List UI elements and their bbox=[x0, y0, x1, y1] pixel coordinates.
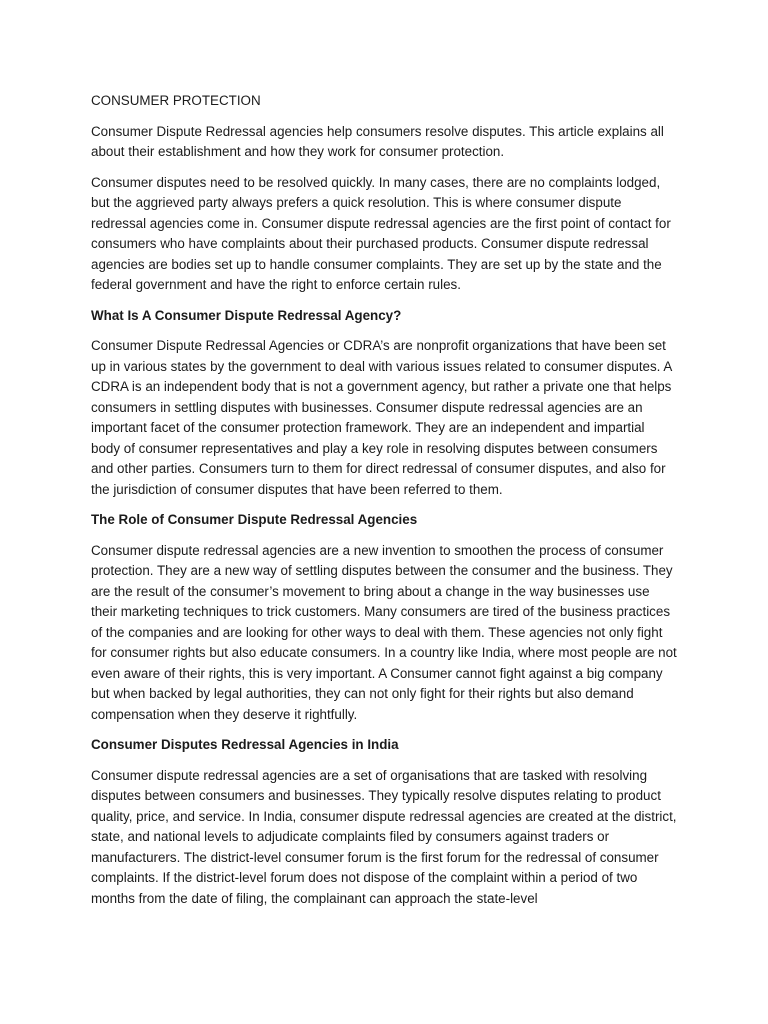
section-body-india: Consumer dispute redressal agencies are a set of organisations that are tasked with resolving disputes between consumers and businesses. They typically resolve disputes relating to product quality, price, and service. In India, consumer dispute redressal agencies are created at the district, state, and national levels to adjudicate complaints filed by consumers against traders or manufacturers. The district-level consumer forum is the first forum for the redressal of consumer complaints. If the district-level forum does not dispose of the complaint within a period of two months from the date of filing, the complainant can approach the state-level bbox=[91, 767, 677, 906]
document-page bbox=[91, 91, 677, 919]
document-title: CONSUMER PROTECTION bbox=[91, 93, 261, 108]
section-body-what-is-cdra: Consumer Dispute Redressal Agencies or CDRA’s are nonprofit organizations that have been set up in various states by the government to deal with various issues related to consumer disputes. A CDRA is an independent body that is not a government agency, but rather a private one that helps consumers in settling disputes with businesses. Consumer dispute redressal agencies are an important facet of the consumer protection framework. They are an independent and impartial body of consumer representatives and play a key role in resolving disputes between consumers and other parties. Consumers turn to them for direct redressal of consumer disputes, and also for the jurisdiction of consumer disputes that have been referred to them. bbox=[91, 338, 672, 497]
body-paragraph: Consumer disputes need to be resolved quickly. In many cases, there are no complaints lodged, but the aggrieved party always prefers a quick resolution. This is where consumer dispute redressal agencies come in. Consumer dispute redressal agencies are the first point of contact for consumers who have complaints about their purchased products. Consumer dispute redressal agencies are bodies set up to handle consumer complaints. They are set up by the state and the federal government and have the right to enforce certain rules. bbox=[91, 174, 671, 292]
section-heading-india: Consumer Disputes Redressal Agencies in India bbox=[91, 737, 399, 752]
section-heading-what-is-cdra: What Is A Consumer Dispute Redressal Agency? bbox=[91, 307, 402, 323]
section-heading-role: The Role of Consumer Dispute Redressal Agencies bbox=[91, 512, 418, 527]
section-body-role: Consumer dispute redressal agencies are a new invention to smoothen the process of consumer protection. They are a new way of settling disputes between the consumer and the business. They are the result of the consumer’s movement to bring about a change in the way businesses use their marketing techniques to trick customers. Many consumers are tired of the business practices of the companies and are looking for other ways to deal with them. These agencies not only fight for consumer rights but also educate consumers. In a country like India, where most people are not even aware of their rights, this is very important. A Consumer cannot fight against a big company but when backed by legal authorities, they can not only fight for their rights but also demand compensation when they deserve it rightfully. bbox=[91, 542, 677, 722]
intro-paragraph: Consumer Dispute Redressal agencies help consumers resolve disputes. This article explains all about their establishment and how they work for consumer protection. bbox=[91, 123, 664, 159]
